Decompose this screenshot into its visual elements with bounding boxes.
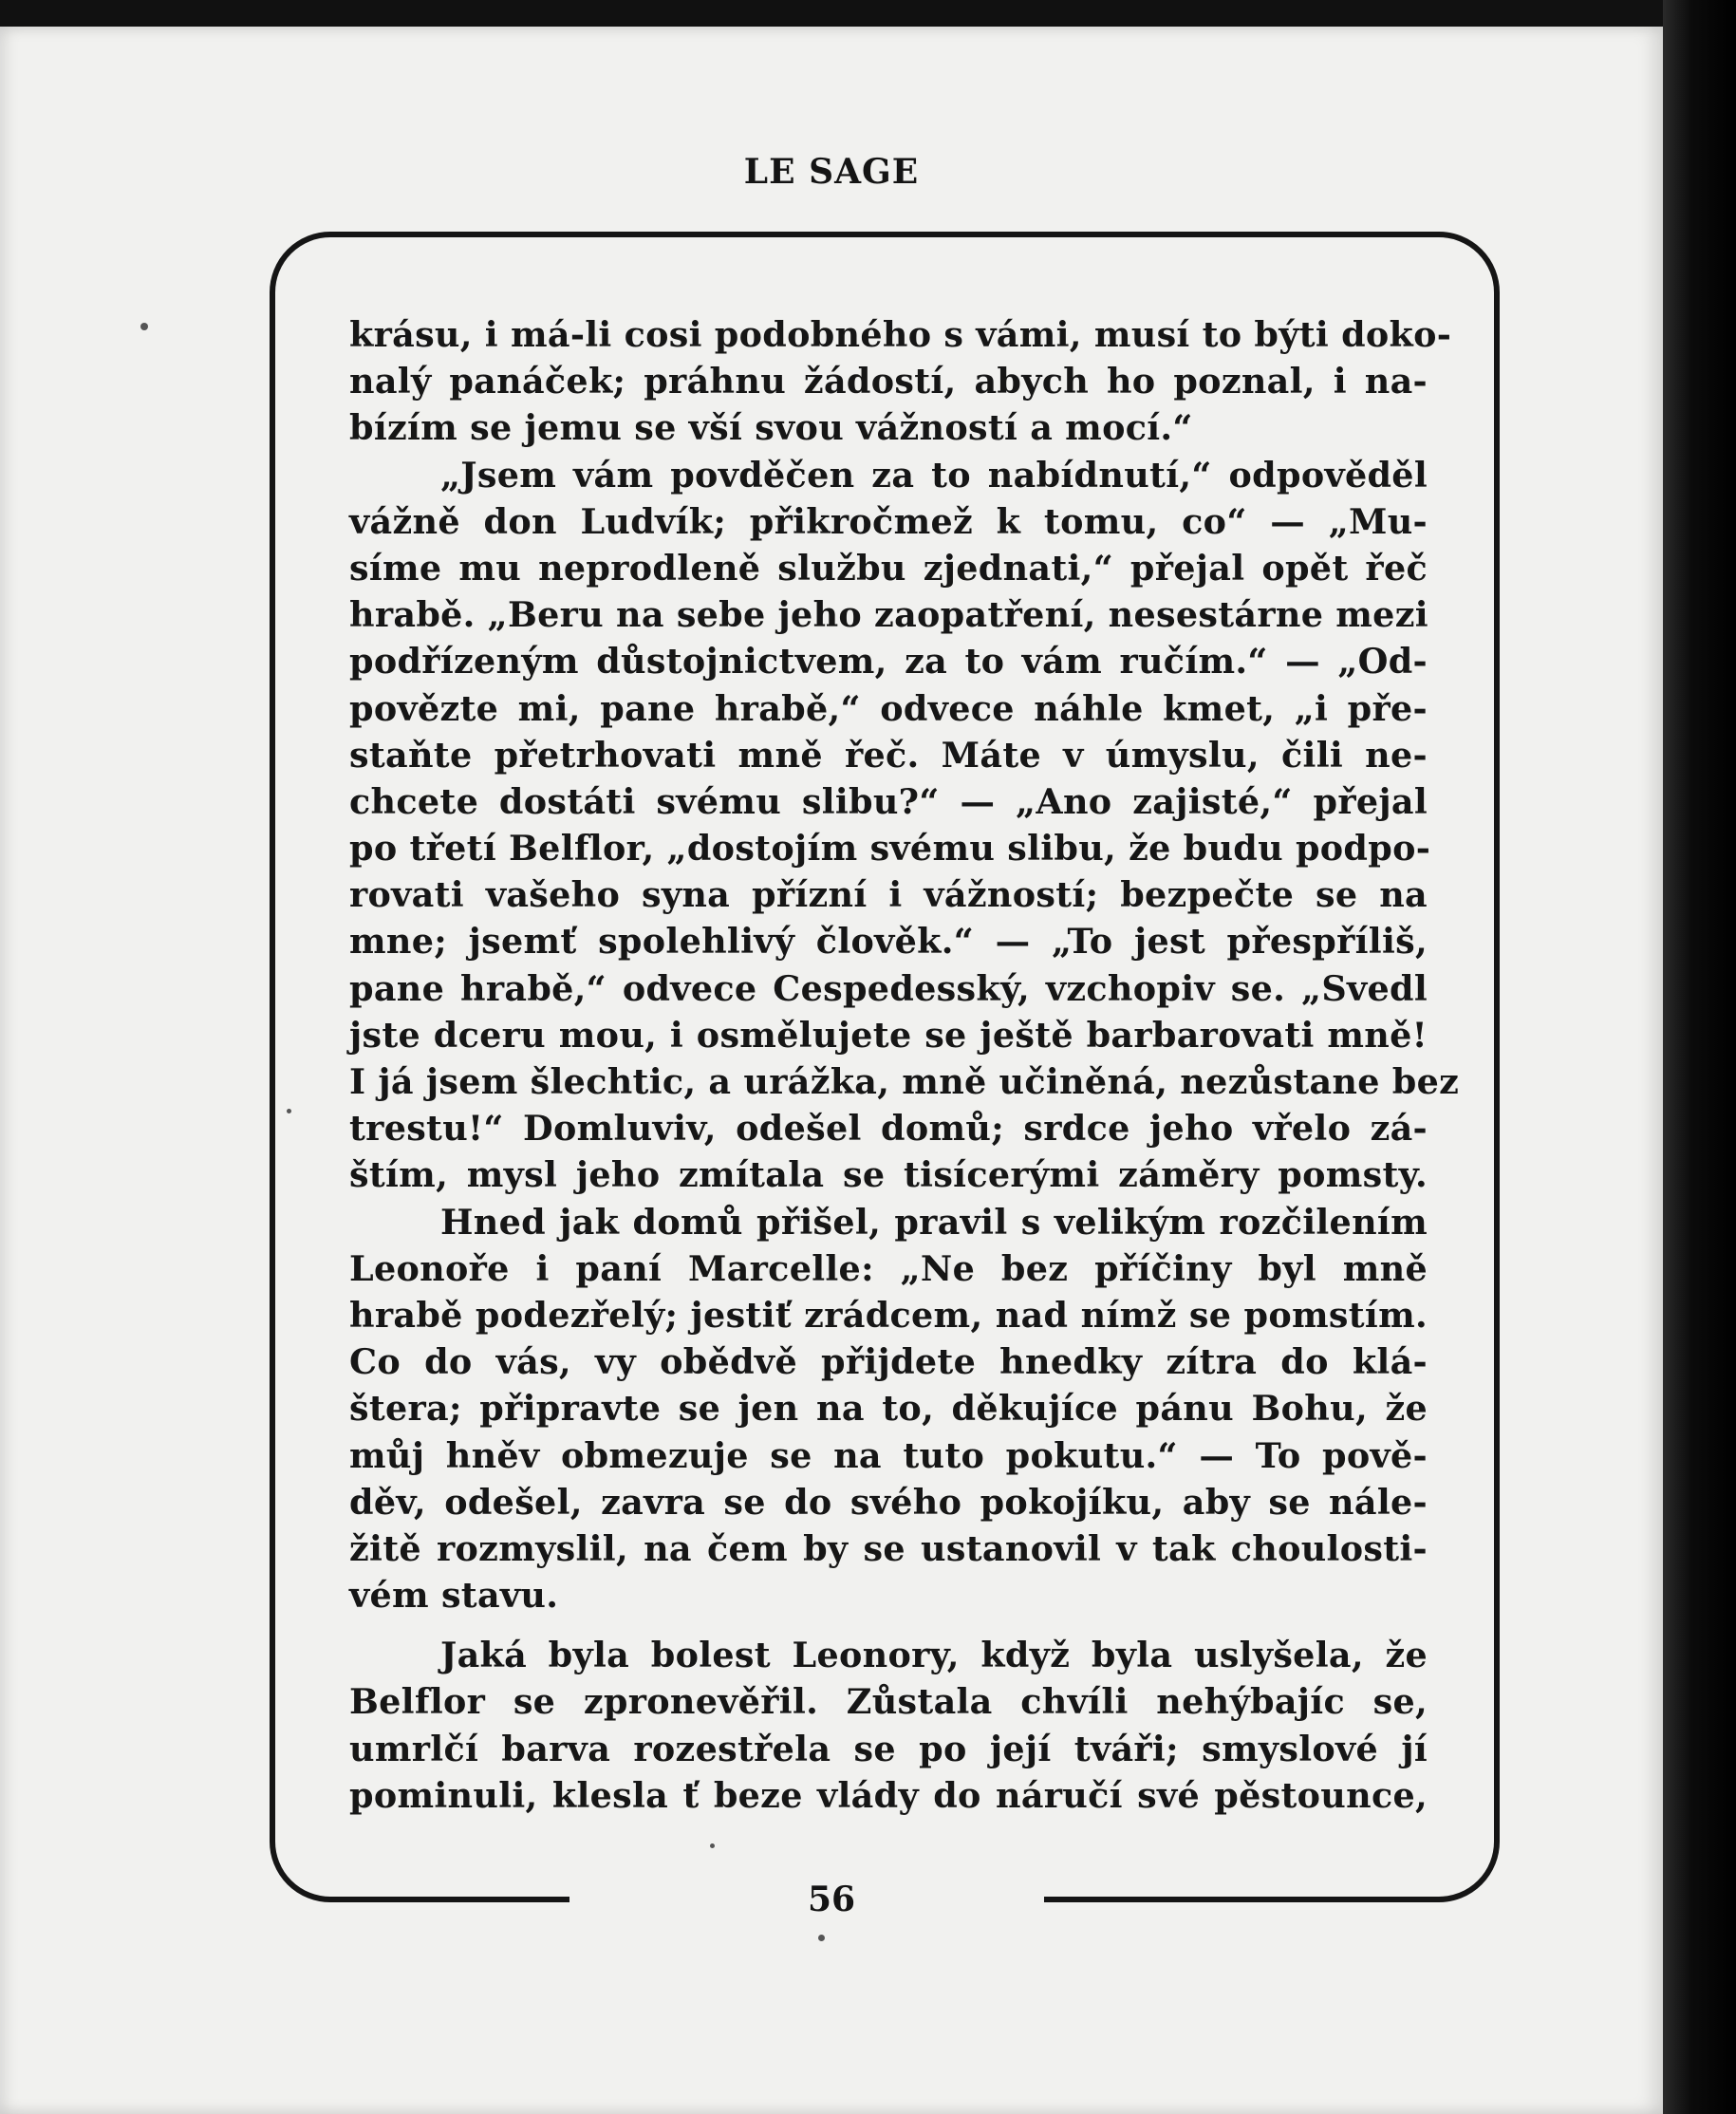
text-line: trestu!“ Domluviv, odešel domů; srdce jeho vřelo zá- [349, 1108, 1428, 1150]
text-line: Jaká byla bolest Leonory, když byla uslyšela, že [440, 1635, 1428, 1676]
text-line: umrlčí barva rozestřela se po její tváři; smyslové jí [349, 1728, 1428, 1769]
text-line: síme mu neprodleně službu zjednati,“ přejal opět řeč [349, 547, 1428, 589]
running-head: LE SAGE [743, 152, 920, 192]
text-line: žitě rozmyslil, na čem by se ustanovil v tak choulosti- [349, 1527, 1428, 1569]
print-speck [287, 1109, 291, 1113]
text-line: hrabě podezřelý; jestiť zrádcem, nad nímž se pomstím. [349, 1294, 1428, 1336]
print-speck [140, 323, 148, 330]
text-line: Belflor se zpronevěřil. Zůstala chvíli nehýbajíc se, [349, 1681, 1428, 1723]
text-line: po třetí Belflor, „dostojím svému slibu, že budu podpo- [349, 828, 1431, 870]
text-line: chcete dostáti svému slibu?“ — „Ano zajisté,“ přejal [349, 780, 1428, 822]
text-line: hrabě. „Beru na sebe jeho zaopatření, nesestárne mezi [349, 594, 1428, 636]
text-line: štím, mysl jeho zmítala se tisícerými záměry pomsty. [349, 1154, 1428, 1196]
body-text [349, 311, 1460, 1819]
text-line: Leonoře i paní Marcelle: „Ne bez příčiny byl mně [349, 1247, 1428, 1289]
page-edge-shadow [1663, 0, 1736, 2114]
text-line: podřízeným důstojnictvem, za to vám ručím.“ — „Od- [349, 641, 1428, 683]
text-line: krásu, i má-li cosi podobného s vámi, musí to býti doko- [349, 314, 1452, 355]
text-line: I já jsem šlechtic, a urážka, mně učiněná, nezůstane bez [349, 1061, 1460, 1102]
text-line: nalý panáček; práhnu žádostí, abych ho poznal, i na- [349, 361, 1428, 402]
text-line: „Jsem vám povděčen za to nabídnutí,“ odpověděl [440, 454, 1428, 496]
text-line: štera; připravte se jen na to, děkujíce pánu Bohu, že [349, 1388, 1428, 1430]
text-line: bízím se jemu se vší svou vážností a mocí.“ [349, 407, 1193, 449]
text-line: Hned jak domů přišel, pravil s velikým rozčilením [440, 1201, 1428, 1243]
print-speck [818, 1935, 825, 1941]
text-line: jste dceru mou, i osmělujete se ještě barbarovati mně! [349, 1014, 1428, 1056]
text-line: povězte mi, pane hrabě,“ odvece náhle kmet, „i pře- [349, 687, 1428, 729]
text-line: pominuli, klesla ť beze vlády do náručí své pěstounce, [349, 1774, 1428, 1816]
text-line: mne; jsemť spolehlivý člověk.“ — „To jest přespříliš, [349, 921, 1428, 963]
text-line: staňte přetrhovati mně řeč. Máte v úmyslu, čili ne- [349, 734, 1428, 776]
text-line: Co do vás, vy obědvě přijdete hnedky zítra do klá- [349, 1341, 1428, 1383]
text-line: pane hrabě,“ odvece Cespedesský, vzchopiv se. „Svedl [349, 967, 1428, 1009]
text-line: vážně don Ludvík; přikročmež k tomu, co“ — „Mu- [349, 500, 1428, 542]
page-number: 56 [807, 1880, 856, 1919]
text-line: vém stavu. [349, 1575, 559, 1617]
text-line: rovati vašeho syna přízní i vážností; bezpečte se na [349, 874, 1428, 916]
print-speck [710, 1843, 715, 1848]
text-line: děv, odešel, zavra se do svého pokojíku, aby se nále- [349, 1481, 1428, 1523]
text-line: můj hněv obmezuje se na tuto pokutu.“ — To pově- [349, 1434, 1428, 1476]
